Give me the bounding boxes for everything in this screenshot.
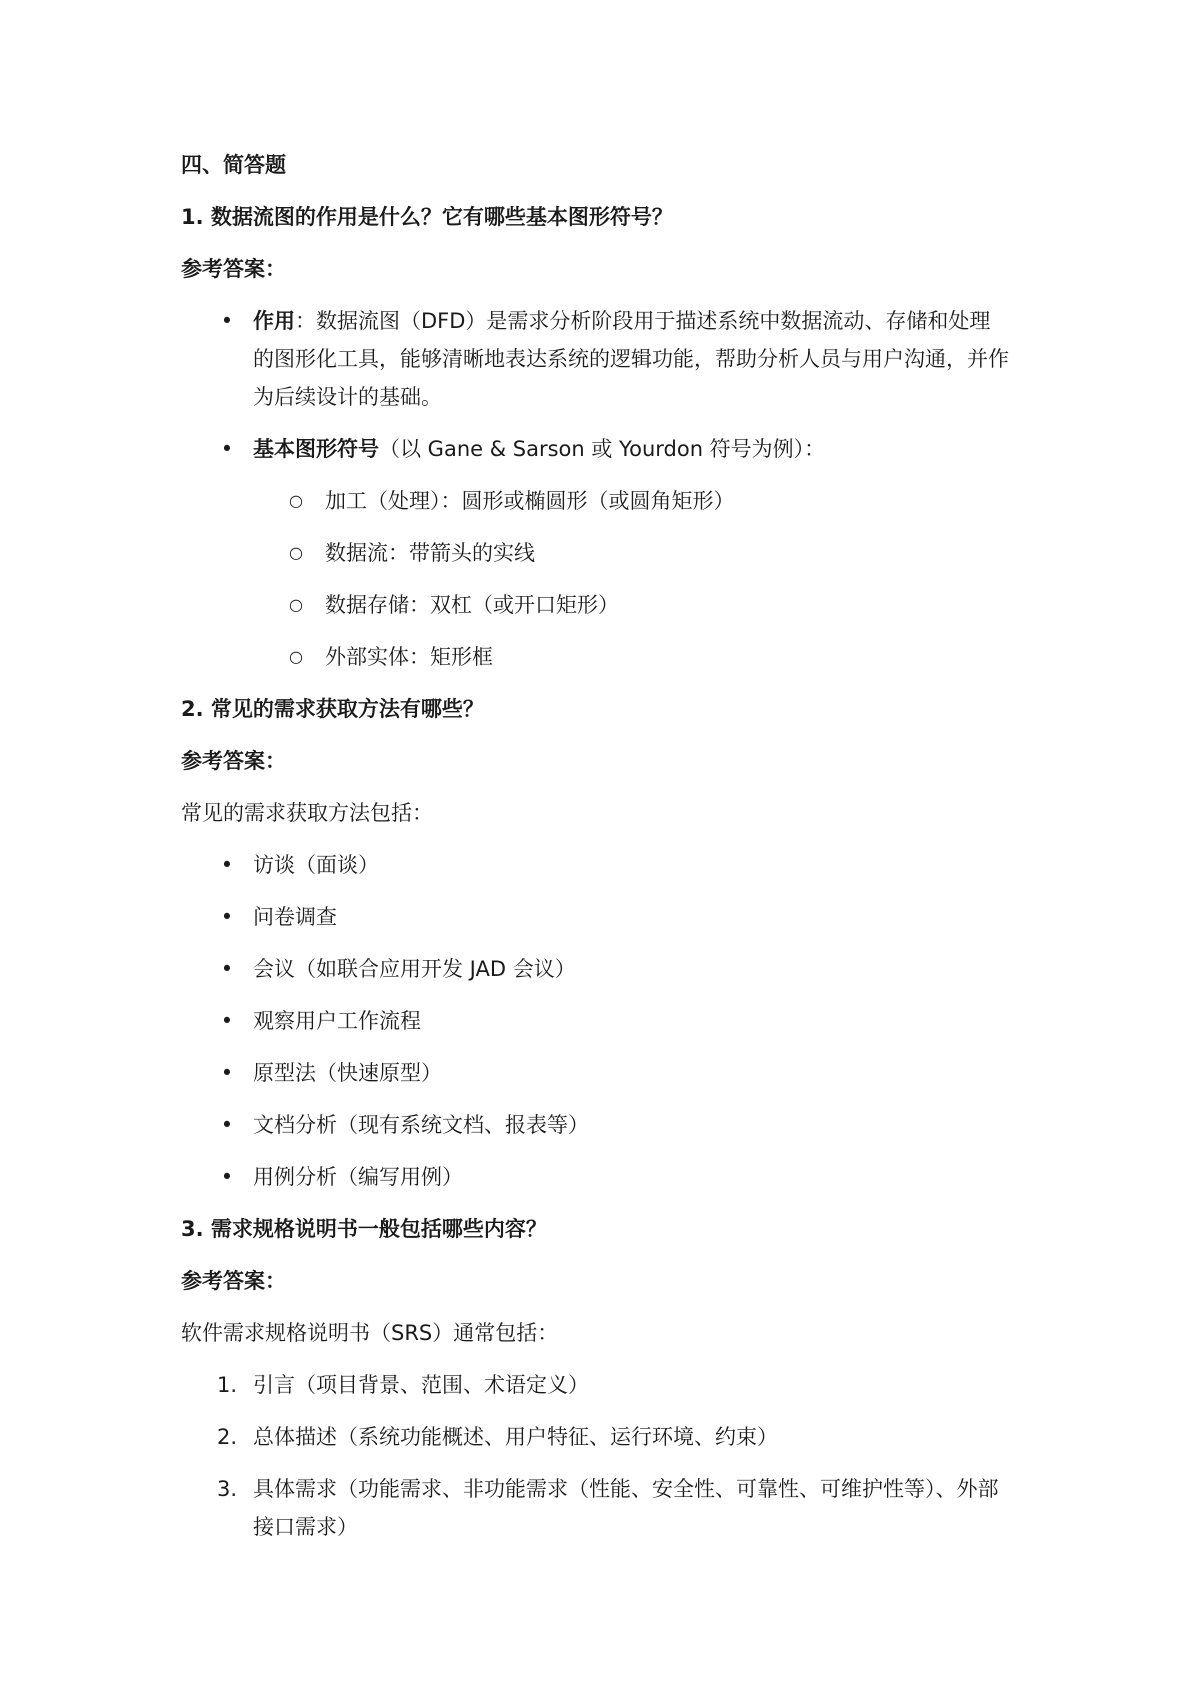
list-item-text: 访谈（面谈） <box>253 853 379 877</box>
answer-label-2: 参考答案： <box>181 749 286 773</box>
list-item <box>181 1158 1011 1196</box>
q3-numbered-list <box>181 1366 1011 1546</box>
circle-bullet-icon: ○ <box>289 647 303 666</box>
bullet-icon: • <box>220 957 234 981</box>
sub-list-item <box>253 482 1011 520</box>
section-title: 四、简答题 <box>181 153 286 177</box>
numbered-item-text: 总体描述（系统功能概述、用户特征、运行环境、约束） <box>253 1425 778 1449</box>
item-label-function: 作用 <box>253 309 295 333</box>
sub-item-text: 加工（处理）：圆形或椭圆形（或圆角矩形） <box>325 489 735 513</box>
q2-intro: 常见的需求获取方法包括： <box>181 801 433 825</box>
list-item-text: 会议（如联合应用开发 JAD 会议） <box>253 957 576 981</box>
q3-intro: 软件需求规格说明书（SRS）通常包括： <box>181 1321 559 1345</box>
sub-list-item <box>253 534 1011 572</box>
list-item <box>181 302 1011 416</box>
list-item <box>181 1054 1011 1092</box>
bullet-icon: • <box>220 437 234 461</box>
q1-bullet-list <box>181 302 1011 676</box>
list-item-text: 问卷调查 <box>253 905 337 929</box>
list-item <box>181 1002 1011 1040</box>
q2-bullet-list <box>181 846 1011 1196</box>
circle-bullet-icon: ○ <box>289 491 303 510</box>
list-item-text: 原型法（快速原型） <box>253 1061 442 1085</box>
list-item <box>181 1106 1011 1144</box>
item-text-function: ：数据流图（DFD）是需求分析阶段用于描述系统中数据流动、存储和处理的图形化工具，能够清晰地表达系统的逻辑功能，帮助分析人员与用户沟通，并作为后续设计的基础。 <box>253 309 1009 409</box>
sub-list-item <box>253 586 1011 624</box>
sub-item-text: 外部实体：矩形框 <box>325 645 493 669</box>
list-item <box>181 430 1011 676</box>
question-3-title: 3. 需求规格说明书一般包括哪些内容？ <box>181 1217 547 1241</box>
document-page <box>181 146 1011 1560</box>
answer-label-3: 参考答案： <box>181 1269 286 1293</box>
bullet-icon: • <box>220 1113 234 1137</box>
item-text-symbols: （以 Gane & Sarson 或 Yourdon 符号为例）： <box>379 437 826 461</box>
list-item <box>181 950 1011 988</box>
bullet-icon: • <box>220 1061 234 1085</box>
list-item <box>181 846 1011 884</box>
question-1-title: 1. 数据流图的作用是什么？它有哪些基本图形符号？ <box>181 205 673 229</box>
item-number: 2. <box>217 1425 238 1449</box>
sub-list-item <box>253 638 1011 676</box>
bullet-icon: • <box>220 309 234 333</box>
item-number: 1. <box>217 1373 238 1397</box>
numbered-item-text: 具体需求（功能需求、非功能需求（性能、安全性、可靠性、可维护性等）、外部接口需求） <box>253 1477 999 1539</box>
numbered-item <box>181 1470 1011 1546</box>
list-item-text: 文档分析（现有系统文档、报表等） <box>253 1113 589 1137</box>
bullet-icon: • <box>220 1165 234 1189</box>
item-label-symbols: 基本图形符号 <box>253 437 379 461</box>
bullet-icon: • <box>220 1009 234 1033</box>
circle-bullet-icon: ○ <box>289 543 303 562</box>
bullet-icon: • <box>220 905 234 929</box>
answer-label-1: 参考答案： <box>181 257 286 281</box>
symbols-sub-list <box>253 482 1011 676</box>
numbered-item <box>181 1418 1011 1456</box>
item-number: 3. <box>217 1477 238 1501</box>
sub-item-text: 数据流：带箭头的实线 <box>325 541 535 565</box>
numbered-item <box>181 1366 1011 1404</box>
question-2-title: 2. 常见的需求获取方法有哪些？ <box>181 697 484 721</box>
numbered-item-text: 引言（项目背景、范围、术语定义） <box>253 1373 589 1397</box>
sub-item-text: 数据存储：双杠（或开口矩形） <box>325 593 619 617</box>
list-item <box>181 898 1011 936</box>
list-item-text: 观察用户工作流程 <box>253 1009 421 1033</box>
circle-bullet-icon: ○ <box>289 595 303 614</box>
list-item-text: 用例分析（编写用例） <box>253 1165 463 1189</box>
bullet-icon: • <box>220 853 234 877</box>
